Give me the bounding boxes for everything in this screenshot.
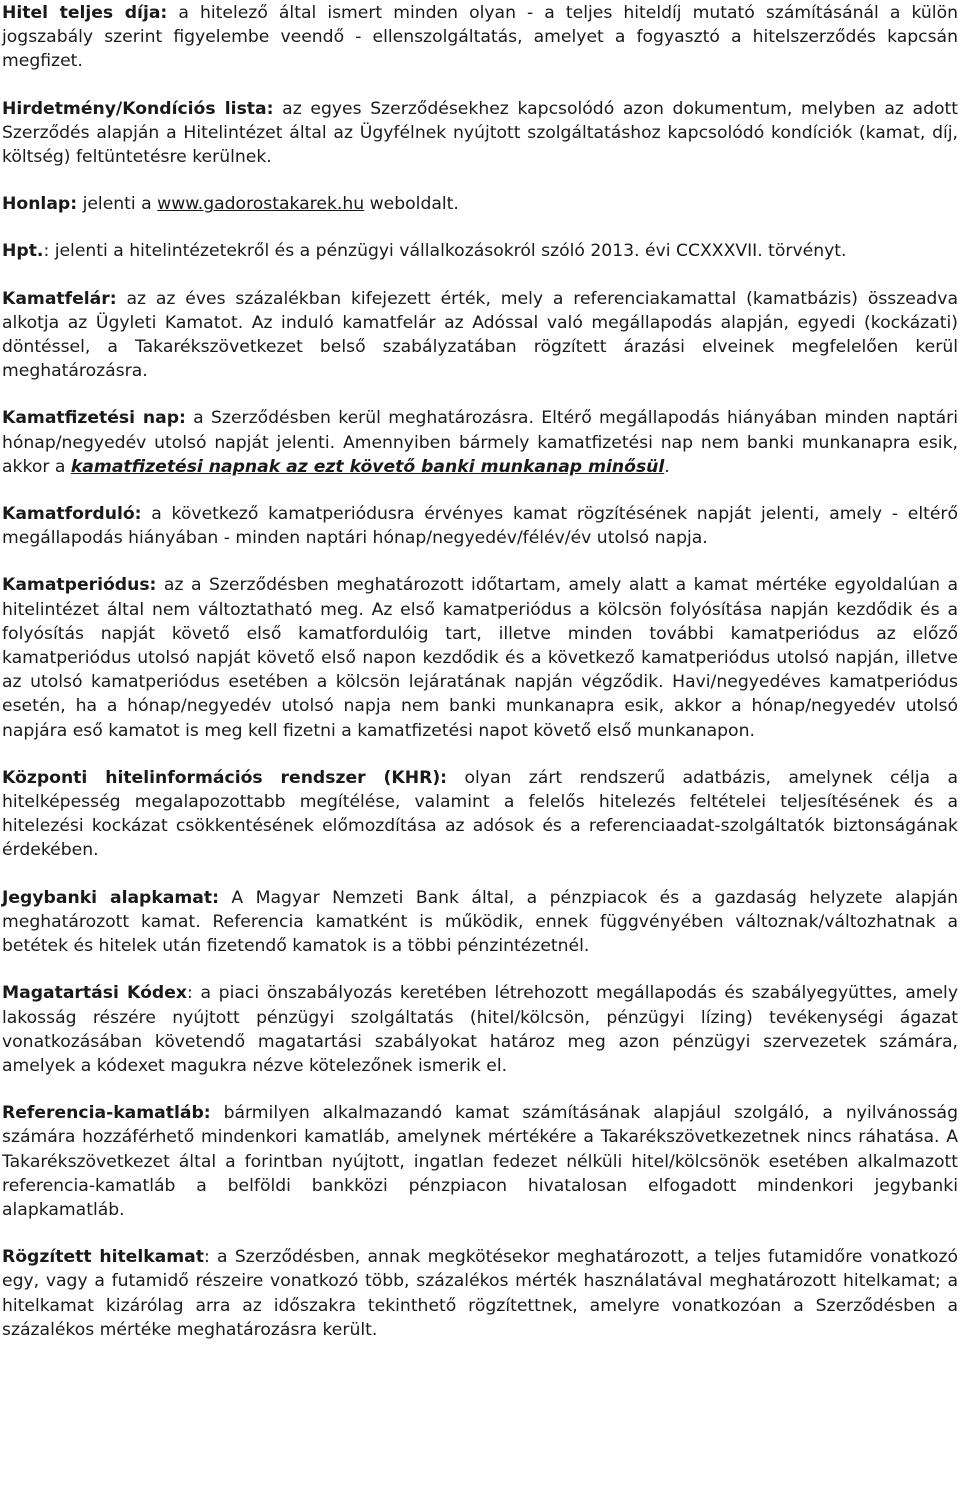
definition-text: weboldalt.	[364, 194, 459, 215]
definition-term: Kamatfizetési nap:	[2, 408, 186, 429]
definition-rogzitett-hitelkamat	[2, 1245, 958, 1342]
definition-jegybanki-alapkamat	[2, 886, 958, 959]
definition-text: a következő kamatperiódusra érvényes kamat rögzítésének napját jelenti, amely - eltérő megállapodás hiányában - minden naptári hónap/negyedév/félév/év utolsó napja.	[2, 504, 958, 549]
definition-term: Rögzített hitelkamat	[2, 1247, 204, 1268]
definition-magatartasi-kodex	[2, 981, 958, 1078]
definition-text: bármilyen alkalmazandó kamat számításának alapjául szolgáló, a nyilvánosság számára hozzáférhető mindenkori kamatláb, amelynek mértékére a Takarékszövetkezetnek nincs ráhatása. A Takarékszövetkezet által a forintban nyújtott, ingatlan fedezet nélküli hitel/kölcsönök esetében alkalmazott referencia-kamatláb a belföldi bankközi pénzpiacon hivatalosan elfogadott mindenkori jegybanki alapkamatláb.	[2, 1103, 958, 1220]
emphasized-rule: kamatfizetési napnak az ezt követő banki munkanap minősül	[70, 456, 665, 477]
definition-term: Jegybanki alapkamat:	[2, 887, 219, 908]
definition-term: Központi hitelinformációs rendszer (KHR):	[2, 767, 448, 788]
definition-term: Kamatperiódus:	[2, 575, 157, 596]
definition-honlap	[2, 192, 958, 216]
definition-text: az az éves százalékban kifejezett érték, mely a referenciakamattal (kamatbázis) összeadva alkotja az Ügyleti Kamatot. Az induló kamatfelár az Adóssal való megállapodás alapján, egyedi (kockázati) döntéssel, a Takarékszövetkezet belső szabályzatában rögzített árazási elveinek megfelelően kerül meghatározásra.	[2, 288, 958, 382]
definition-text: a Szerződésben kerül meghatározásra. Eltérő megállapodás hiányában minden naptári hónap/negyedév utolsó napját jelenti. Amennyiben bármely kamatfizetési nap nem banki munkanapra esik, akkor a	[2, 408, 958, 477]
definition-text: : jelenti a hitelintézetekről és a pénzügyi vállalkozásokról szóló 2013. évi CCXXXVII. törvényt.	[43, 241, 847, 262]
definition-term: Hirdetmény/Kondíciós lista:	[2, 98, 274, 119]
definition-referencia-kamatlab	[2, 1101, 958, 1222]
definition-kamatperiodus	[2, 573, 958, 742]
definition-text: : a Szerződésben, annak megkötésekor meghatározott, a teljes futamidőre vonatkozó egy, vagy a futamidő részeire vonatkozó több, százalékos mérték használatával meghatározott hitelkamat; a hitelkamat kizárólag arra az időszakra tekinthető rögzítettnek, amelyre vonatkozóan a Szerződésben a százalékos mértéke meghatározásra került.	[2, 1247, 958, 1340]
definition-text: : a piaci önszabályozás keretében létrehozott megállapodás és szabályegyüttes, amely lakosság részére nyújtott pénzügyi szolgáltatás (hitel/kölcsön, pénzügyi lízing) tevékenységi ágazat vonatkozásában követendő magatartási szabályokat határoz meg azon pénzügyi szervezetek számára, amelyek a kódexet magukra nézve kötelezőnek ismerik el.	[2, 983, 958, 1076]
definition-term: Magatartási Kódex	[2, 983, 187, 1004]
definition-term: Honlap:	[2, 194, 78, 215]
website-link[interactable]: www.gadorostakarek.hu	[157, 194, 365, 215]
definition-text: .	[664, 456, 670, 477]
definition-kamatfelar	[2, 287, 958, 384]
definition-text: az a Szerződésben meghatározott időtartam, amely alatt a kamat mértéke egyoldalúan a hitelintézet által nem változtatható meg. Az első kamatperiódus a kölcsön folyósítása napján kezdődik és a folyósítás napját követő első kamatfordulóig tart, illetve minden további kamatperiódus az előző kamatperiódus utolsó napját követő első napon kezdődik és a következő kamatperiódus utolsó napján, illetve az utolsó kamatperiódus esetében a kölcsön lejáratának napján végződik. Havi/negyedéves kamatperiódus esetén, ha a hónap/negyedév utolsó napja nem banki munkanapra esik, akkor a hónap/negyedév utolsó napjára eső kamatot is meg kell fizetni a kamatfizetési napot követő első munkanapon.	[2, 575, 958, 741]
definition-text: a hitelező által ismert minden olyan - a teljes hiteldíj mutató számításánál a külön jogszabály szerint figyelembe veendő - ellenszolgáltatás, amelyet a fogyasztó a hitelszerződés kapcsán megfizet.	[2, 3, 958, 72]
definition-kamatfordulo	[2, 502, 958, 550]
definition-term: Referencia-kamatláb:	[2, 1103, 211, 1124]
definition-hitel-teljes-dija	[2, 1, 958, 74]
definition-term: Hitel teljes díja:	[2, 3, 168, 23]
definition-term: Kamatforduló:	[2, 504, 142, 525]
definition-text: az egyes Szerződésekhez kapcsolódó azon dokumentum, melyben az adott Szerződés alapján a Hitelintézet által az Ügyfélnek nyújtott szolgáltatáshoz kapcsolódó kondíciók (kamat, díj, költség) feltüntetésre kerülnek.	[2, 98, 958, 168]
definition-hirdetmeny	[2, 97, 958, 170]
definition-text: olyan zárt rendszerű adatbázis, amelynek célja a hitelképesség megalapozottabb megítélése, valamint a felelős hitelezés feltételei teljesítésének és a hitelezési kockázat csökkentésének előmozdítása az adósok és a referenciaadat-szolgáltatók biztonságának érdekében.	[2, 767, 959, 861]
definition-hpt	[2, 239, 958, 263]
definition-khr	[2, 766, 958, 863]
definition-kamatfizetesi-nap	[2, 406, 958, 479]
definition-term: Hpt.	[2, 241, 44, 262]
definition-text: A Magyar Nemzeti Bank által, a pénzpiacok és a gazdaság helyzete alapján meghatározott kamat. Referencia kamatként is működik, ennek függvényében változnak/változhatnak a betétek és hitelek után fizetendő kamatok is a többi pénzintézetnél.	[2, 887, 958, 957]
definition-text: jelenti a	[77, 194, 158, 215]
definition-term: Kamatfelár:	[2, 288, 117, 309]
